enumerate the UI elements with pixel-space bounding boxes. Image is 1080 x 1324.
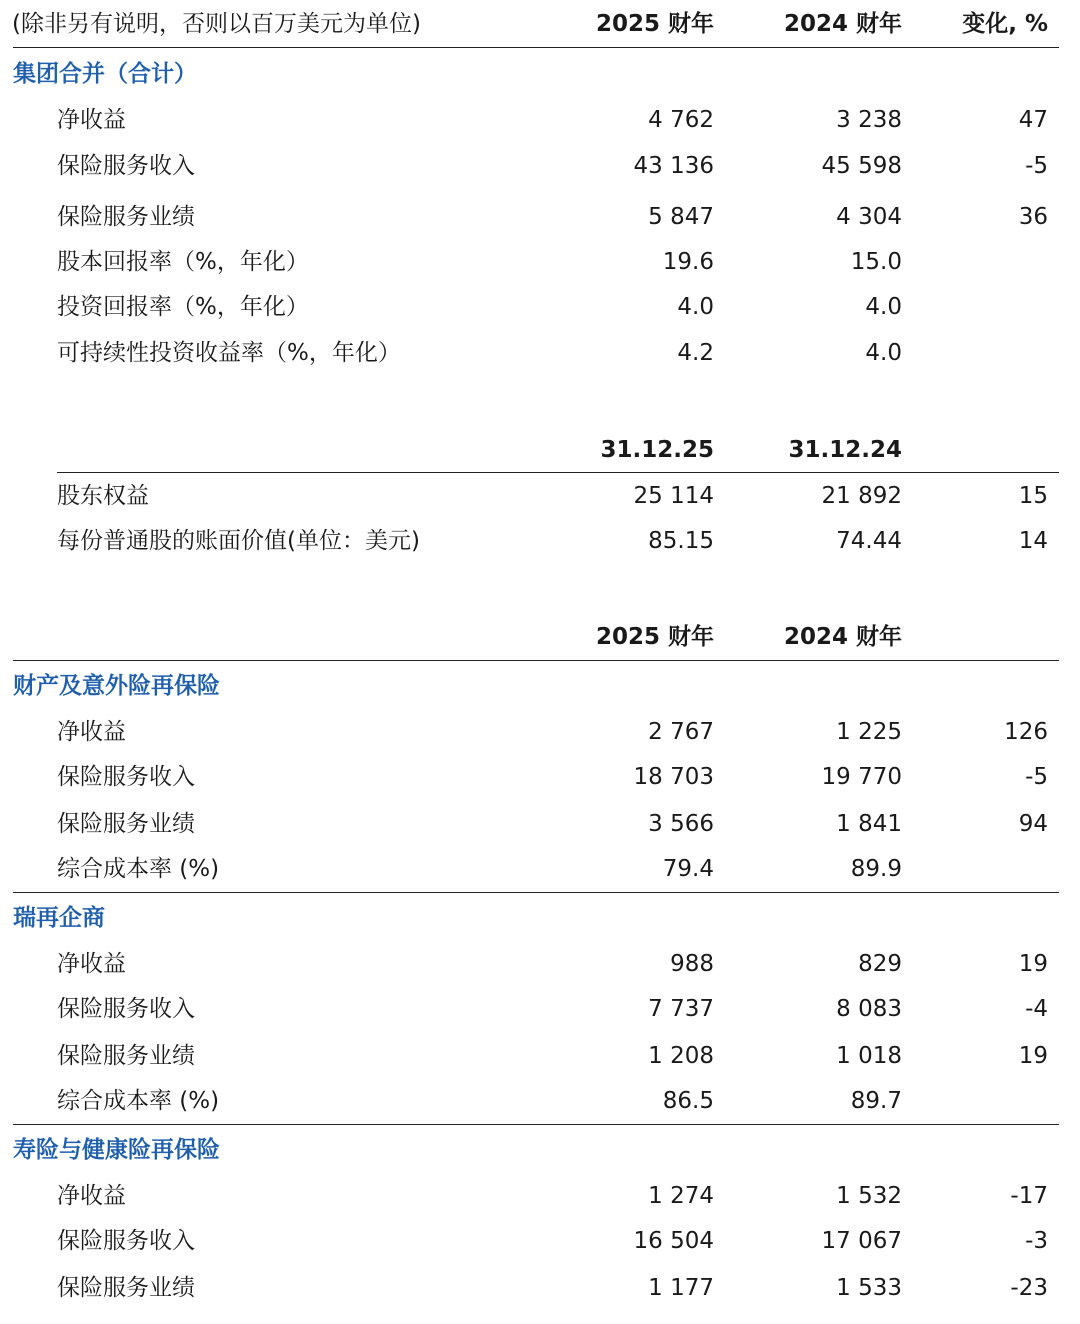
value-change: -17 — [1010, 1183, 1048, 1209]
row-label: 净收益 — [57, 1183, 126, 1209]
table-row — [0, 808, 1080, 840]
table-row — [0, 761, 1080, 793]
section-title-pc: 财产及意外险再保险 — [13, 673, 220, 699]
col-header-311225: 31.12.25 — [600, 437, 714, 463]
row-label: 综合成本率 (%) — [57, 1088, 220, 1114]
table-row — [0, 291, 1080, 323]
value-2025: 4.0 — [677, 294, 714, 320]
table-row — [0, 150, 1080, 182]
table-row — [0, 337, 1080, 369]
table-row — [0, 104, 1080, 136]
segments-header — [0, 621, 1080, 653]
row-label: 净收益 — [57, 107, 126, 133]
value-change: 15 — [1018, 483, 1048, 509]
value-2024: 3 238 — [836, 107, 902, 133]
balance-header — [0, 434, 1080, 466]
row-label: 保险服务业绩 — [57, 811, 195, 837]
value-2025: 25 114 — [633, 483, 714, 509]
unit-note: (除非另有说明，否则以百万美元为单位) — [12, 11, 421, 37]
value-2024: 17 067 — [821, 1228, 902, 1254]
row-label: 保险服务收入 — [57, 764, 195, 790]
value-2025: 4 762 — [648, 107, 714, 133]
value-2024: 1 225 — [836, 719, 902, 745]
value-2024: 4 304 — [836, 204, 902, 230]
value-2024: 8 083 — [836, 996, 902, 1022]
value-change: 94 — [1018, 811, 1048, 837]
row-label: 综合成本率 (%) — [57, 856, 220, 882]
balance-divider — [57, 472, 1059, 473]
value-2024: 74.44 — [836, 528, 902, 554]
row-label: 净收益 — [57, 719, 126, 745]
value-2025: 43 136 — [633, 153, 714, 179]
value-change: 36 — [1018, 204, 1048, 230]
value-2024: 89.7 — [850, 1088, 902, 1114]
value-2025: 79.4 — [662, 856, 714, 882]
row-label: 保险服务收入 — [57, 153, 195, 179]
value-2024: 4.0 — [865, 340, 902, 366]
value-2024: 45 598 — [821, 153, 902, 179]
col-header-2025: 2025 财年 — [595, 624, 714, 650]
value-2024: 1 533 — [836, 1275, 902, 1301]
value-2024: 89.9 — [850, 856, 902, 882]
table-row — [0, 1272, 1080, 1304]
value-change: -4 — [1025, 996, 1048, 1022]
table-row — [0, 716, 1080, 748]
row-label: 投资回报率（%，年化） — [57, 294, 309, 320]
section-title-cs: 瑞再企商 — [13, 905, 105, 931]
row-label: 可持续性投资收益率（%，年化） — [57, 340, 401, 366]
value-2025: 18 703 — [633, 764, 714, 790]
value-change: -5 — [1025, 153, 1048, 179]
value-2024: 1 841 — [836, 811, 902, 837]
section-divider — [13, 1124, 1059, 1125]
row-label: 保险服务业绩 — [57, 1043, 195, 1069]
row-label: 股东权益 — [57, 483, 149, 509]
table-row — [0, 853, 1080, 885]
value-2025: 19.6 — [662, 249, 714, 275]
value-2025: 2 767 — [648, 719, 714, 745]
value-change: 19 — [1018, 1043, 1048, 1069]
value-2024: 1 532 — [836, 1183, 902, 1209]
col-header-2024: 2024 财年 — [783, 11, 902, 37]
value-change: -3 — [1025, 1228, 1048, 1254]
section-divider — [13, 892, 1059, 893]
value-2025: 85.15 — [648, 528, 714, 554]
table-row — [0, 1180, 1080, 1212]
table-row — [0, 201, 1080, 233]
col-header-2024: 2024 财年 — [783, 624, 902, 650]
section-title-lh: 寿险与健康险再保险 — [13, 1137, 220, 1163]
table-row — [0, 1040, 1080, 1072]
value-change: 126 — [1004, 719, 1048, 745]
value-change: 47 — [1018, 107, 1048, 133]
value-2025: 7 737 — [648, 996, 714, 1022]
value-change: -5 — [1025, 764, 1048, 790]
col-header-311224: 31.12.24 — [788, 437, 902, 463]
value-2025: 5 847 — [648, 204, 714, 230]
value-2024: 21 892 — [821, 483, 902, 509]
value-2024: 15.0 — [850, 249, 902, 275]
table-row — [0, 948, 1080, 980]
table-row — [0, 993, 1080, 1025]
table-row — [0, 1225, 1080, 1257]
row-label: 净收益 — [57, 951, 126, 977]
segments-divider — [13, 660, 1059, 661]
table-row — [0, 1085, 1080, 1117]
row-label: 保险服务业绩 — [57, 1275, 195, 1301]
value-2025: 988 — [670, 951, 714, 977]
value-2025: 3 566 — [648, 811, 714, 837]
value-2024: 19 770 — [821, 764, 902, 790]
table-header — [0, 8, 1080, 40]
value-2024: 4.0 — [865, 294, 902, 320]
table-row — [0, 480, 1080, 512]
value-2024: 1 018 — [836, 1043, 902, 1069]
section-title-group: 集团合并（合计） — [13, 61, 197, 87]
row-label: 保险服务业绩 — [57, 204, 195, 230]
col-header-change: 变化, % — [962, 11, 1048, 37]
value-2025: 1 177 — [648, 1275, 714, 1301]
value-2025: 16 504 — [633, 1228, 714, 1254]
value-2025: 86.5 — [662, 1088, 714, 1114]
value-2024: 829 — [858, 951, 902, 977]
table-row — [0, 525, 1080, 557]
value-change: 14 — [1018, 528, 1048, 554]
col-header-2025: 2025 财年 — [595, 11, 714, 37]
value-2025: 1 208 — [648, 1043, 714, 1069]
value-2025: 1 274 — [648, 1183, 714, 1209]
row-label: 股本回报率（%，年化） — [57, 249, 309, 275]
header-divider — [13, 47, 1059, 48]
row-label: 每份普通股的账面价值(单位：美元) — [57, 528, 420, 554]
table-row — [0, 246, 1080, 278]
value-change: 19 — [1018, 951, 1048, 977]
value-change: -23 — [1010, 1275, 1048, 1301]
row-label: 保险服务收入 — [57, 996, 195, 1022]
value-2025: 4.2 — [677, 340, 714, 366]
row-label: 保险服务收入 — [57, 1228, 195, 1254]
